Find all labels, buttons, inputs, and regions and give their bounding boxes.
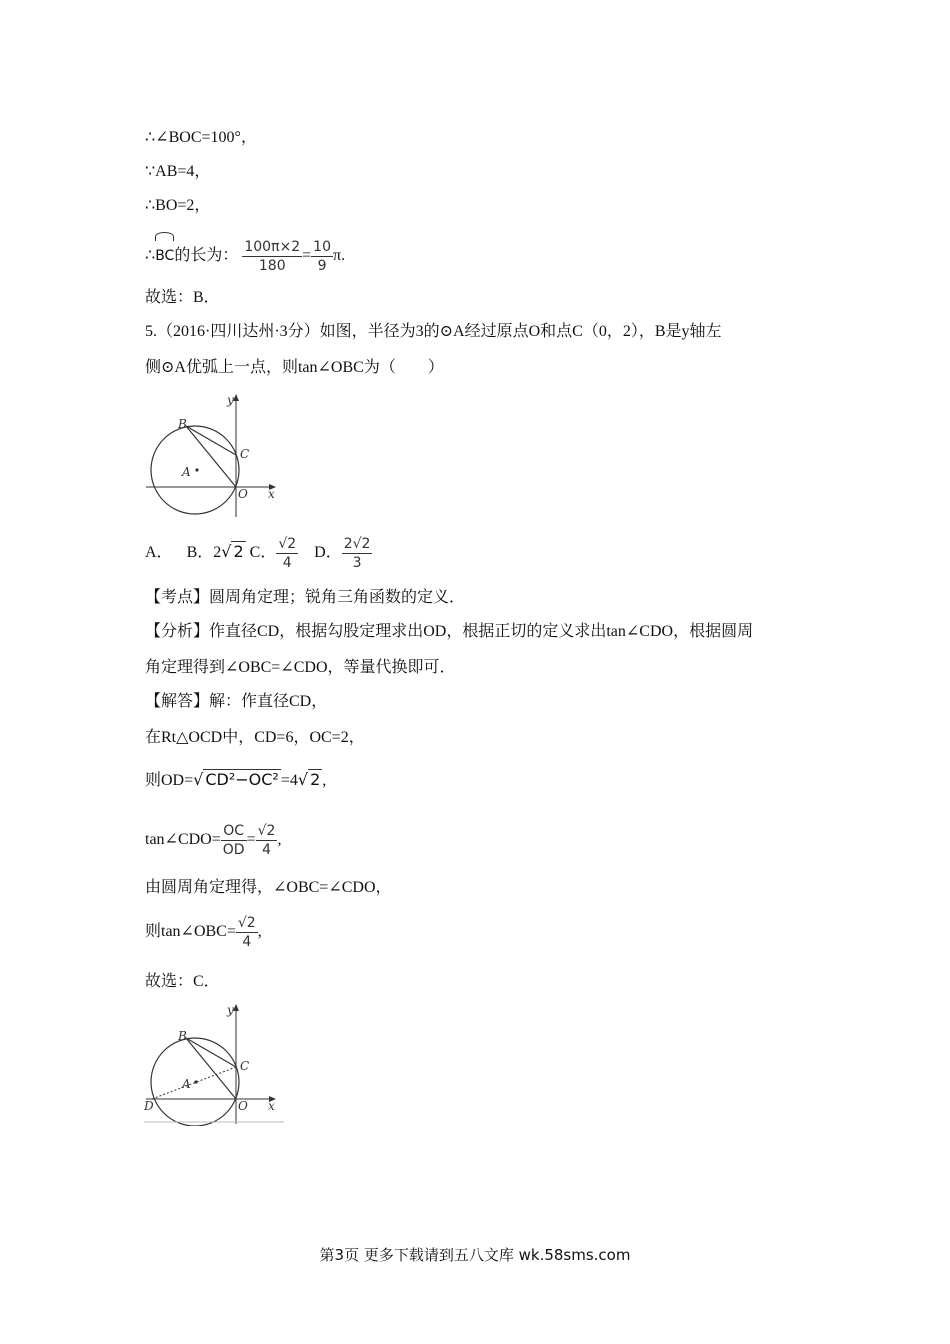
segment-bo <box>186 426 236 487</box>
segment-bc <box>186 426 236 455</box>
label-o: O <box>238 1099 248 1113</box>
fenxi-line-1: 【分析】作直径CD，根据勾股定理求出OD，根据正切的定义求出tan∠CDO，根据圆周 <box>145 623 754 640</box>
equals: = <box>302 247 312 264</box>
segment-bc <box>186 1038 236 1067</box>
equals: = <box>246 831 256 848</box>
frac-num: OC <box>221 822 247 841</box>
radicand: CD²−OC² <box>205 770 279 789</box>
comma: , <box>322 772 327 789</box>
od-label: 则OD= <box>145 772 194 789</box>
pi-suffix: π. <box>333 247 346 264</box>
frac-den: 180 <box>258 257 286 274</box>
option-a: A． <box>145 544 173 561</box>
line-boc: ∴∠BOC=100°， <box>145 129 257 146</box>
yuanzhou: 由圆周角定理得，∠OBC=∠CDO， <box>145 879 392 896</box>
fenxi-line-2: 角定理得到∠OBC=∠CDO，等量代换即可． <box>145 659 456 676</box>
fraction-oc-od <box>221 822 247 859</box>
line-ab: ∵AB=4， <box>145 163 211 180</box>
label-d: D <box>144 1099 154 1113</box>
label-b: B <box>178 417 187 431</box>
answer-c: 故选：C． <box>145 973 220 990</box>
option-d: D． <box>314 544 342 561</box>
label-y: y <box>227 1003 234 1017</box>
comma: , <box>257 923 262 940</box>
question-line-1: 5.（2016·四川达州·3分）如图，半径为3的⊙A经过原点O和点C（0，2），B是y轴左 <box>145 323 722 340</box>
option-c: C． <box>249 544 277 561</box>
tan-obc-label: 则tan∠OBC= <box>145 923 236 940</box>
therefore-symbol: ∴ <box>145 247 156 264</box>
label-o: O <box>238 487 248 501</box>
answer-b: 故选：B． <box>145 289 220 306</box>
label-c: C <box>240 447 250 461</box>
fraction-result <box>311 238 333 275</box>
fraction-arc <box>242 238 302 275</box>
circle-a <box>151 426 239 514</box>
frac-den: 3 <box>352 554 362 571</box>
label-c: C <box>240 1059 250 1073</box>
y-axis-arrow <box>233 394 239 401</box>
kaodian: 【考点】圆周角定理；锐角三角函数的定义． <box>145 589 466 606</box>
jieda: 【解答】解：作直径CD， <box>145 693 328 710</box>
sqrt-cd-oc: √ CD²−OC² <box>193 770 279 789</box>
frac-num: 100π×2 <box>244 238 301 255</box>
label-a: A <box>182 1077 191 1091</box>
frac-num: 2√2 <box>343 535 371 552</box>
center-a-dot <box>194 1080 197 1083</box>
arc-bc: BC <box>155 232 174 276</box>
label-x: x <box>268 1099 275 1113</box>
label-b: B <box>178 1029 187 1043</box>
fraction-sqrt2-4 <box>236 914 258 951</box>
sqrt-2: √ 2 <box>297 770 321 789</box>
od-line <box>145 762 326 799</box>
options-line <box>145 532 372 573</box>
line-arc-length <box>145 232 345 276</box>
figure-circle-solution <box>144 1002 289 1126</box>
fraction-sqrt2-4 <box>256 822 278 859</box>
option-d-fraction <box>342 535 373 572</box>
option-b: B．2 <box>186 544 222 561</box>
radicand: 2 <box>233 542 244 561</box>
option-c-fraction <box>276 535 298 572</box>
frac-den: 4 <box>262 841 271 858</box>
figure-circle-question <box>144 392 284 520</box>
frac-num: √2 <box>278 535 297 552</box>
center-a-dot <box>195 468 198 471</box>
tan-obc-line <box>145 910 262 954</box>
arc-length-label: 的长为： <box>174 247 239 264</box>
frac-den: 4 <box>242 933 252 950</box>
tan-cdo-label: tan∠CDO= <box>145 831 221 848</box>
comma: , <box>277 831 282 848</box>
radicand: 2 <box>310 770 321 789</box>
line-bo: ∴BO=2， <box>145 197 211 214</box>
od-eq: =4 <box>280 772 298 789</box>
frac-den: 9 <box>317 257 327 274</box>
rt-triangle: 在Rt△OCD中，CD=6，OC=2， <box>145 729 365 746</box>
frac-den: OD <box>222 841 245 858</box>
sqrt-2: √ 2 <box>221 542 244 561</box>
label-a: A <box>182 465 191 479</box>
tan-cdo-line <box>145 818 281 862</box>
page-footer: 第3页 更多下载请到五八文库 wk.58sms.com <box>319 1246 631 1264</box>
segment-bo <box>186 1038 236 1099</box>
label-y: y <box>227 393 234 407</box>
y-axis-arrow <box>233 1004 239 1011</box>
frac-den: 4 <box>282 554 292 571</box>
frac-num: 10 <box>313 238 331 255</box>
label-x: x <box>268 487 275 501</box>
question-line-2: 侧⊙A优弧上一点，则tan∠OBC为（ ） <box>145 359 444 376</box>
frac-num: √2 <box>257 822 276 839</box>
frac-num: √2 <box>237 914 256 931</box>
